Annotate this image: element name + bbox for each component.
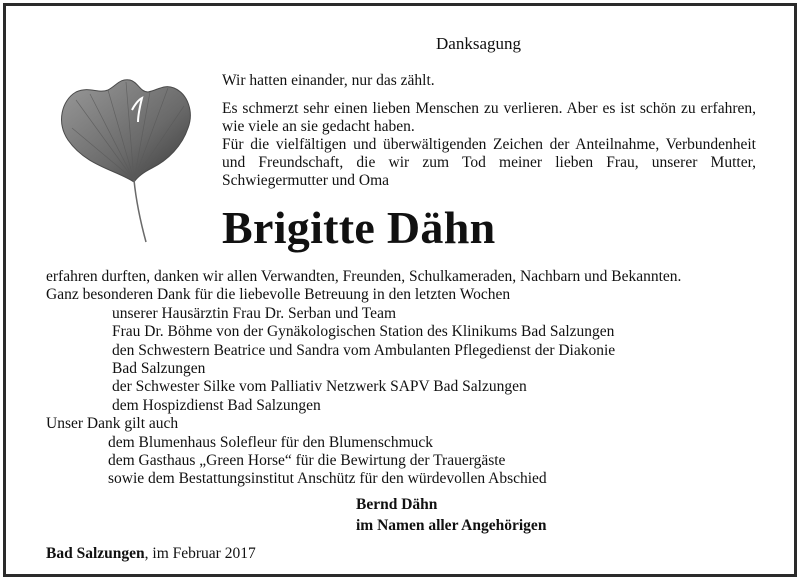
deceased-name: Brigitte Dähn	[222, 202, 496, 253]
signature-block	[356, 494, 546, 536]
body-line: Frau Dr. Böhme von der Gynäkologischen Station des Klinikums Bad Salzungen	[112, 323, 615, 341]
body-line: Unser Dank gilt auch	[46, 415, 179, 433]
body-line: Ganz besonderen Dank für die liebevolle Betreuung in den letzten Wochen	[46, 286, 511, 304]
body-line: sowie dem Bestattungsinstitut Anschütz für den würdevollen Abschied	[108, 470, 547, 488]
body-line: unserer Hausärztin Frau Dr. Serban und Team	[112, 304, 397, 322]
body-line: dem Blumenhaus Solefleur für den Blumenschmuck	[108, 433, 434, 451]
ginkgo-leaf-icon	[46, 70, 206, 250]
body-line: dem Gasthaus „Green Horse“ für die Bewirtung der Trauergäste	[108, 452, 506, 470]
body-line: der Schwester Silke vom Palliativ Netzwerk SAPV Bad Salzungen	[112, 378, 527, 396]
body-line: dem Hospizdienst Bad Salzungen	[112, 396, 321, 414]
date-text: , im Februar 2017	[144, 545, 256, 562]
intro-paragraph-2: Für die vielfältigen und überwältigenden Zeichen der Anteilnahme, Verbundenheit und Freundschaft, die wir zum Tod meiner lieben Frau, unserer Mutter, Schwiegermutter und Oma	[222, 136, 756, 189]
motto: Wir hatten einander, nur das zählt.	[222, 72, 435, 89]
body-line: Bad Salzungen	[112, 360, 206, 378]
intro-paragraph-1: Es schmerzt sehr einen lieben Menschen zu verlieren. Aber es ist schön zu erfahren, wie viele an sie gedacht haben.	[222, 100, 756, 135]
body-line: den Schwestern Beatrice und Sandra vom Ambulanten Pflegedienst der Diakonie	[112, 341, 616, 359]
thanks-body	[46, 268, 786, 489]
signature-name: Bernd Dähn	[356, 496, 438, 513]
place-name: Bad Salzungen	[46, 545, 145, 562]
notice-heading: Danksagung	[436, 34, 521, 53]
signature-on-behalf: im Namen aller Angehörigen	[356, 517, 547, 534]
obituary-notice	[3, 3, 797, 577]
place-date	[46, 545, 256, 563]
body-line: erfahren durften, danken wir allen Verwandten, Freunden, Schulkameraden, Nachbarn und Bekannten.	[46, 268, 682, 285]
intro-text	[222, 72, 756, 190]
